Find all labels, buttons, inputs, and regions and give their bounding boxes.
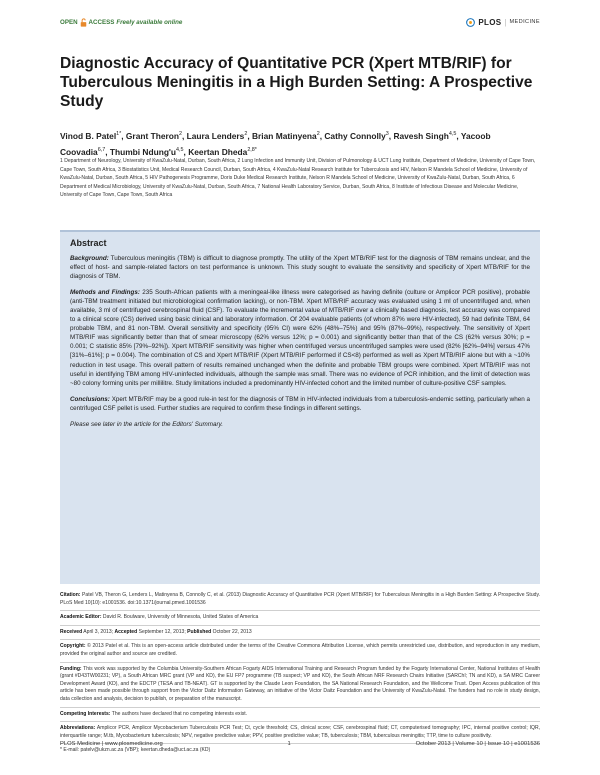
header-bar (60, 15, 540, 29)
plos-logo (466, 18, 540, 27)
footer-journal: PLOS Medicine | www.plosmedicine.org (60, 741, 163, 747)
abstract-heading: Abstract (70, 238, 107, 248)
abstract-methods: Methods and Findings: 235 South-African patients with a meningeal-like illness were categorised as having definite (culture or Amplicor PCR positive), probable (anti-TBM treatment initiated but microbiological confirmation lacking), or non-TBM. Xpert MTB/RIF accuracy was evaluated using 1 ml of uncentrifuged and, when available, 3 ml of centrifuged cerebrospinal fluid (CSF). To evaluate the incremental value of MTB/RIF over a clinically based diagnosis, test accuracy was compared to a clinical score (CS) derived using basic clinical and laboratory information. Of 204 evaluable patients (of whom 87% were HIV-infected), 59 had definite TBM, 64 probable TBM, and 81 non-TBM. Overall sensitivity and specificity (95% CI) were 62% (48%–75%) and 95% (87%–99%), respectively. The sensitivity of Xpert MTB/RIF was significantly better than that of smear microscopy (62% versus 12%; p = 0.001) and significantly better than that of the CS (62% versus 30%; p = 0.001; C statistic 85% [79%–92%]). Xpert MTB/RIF sensitivity was higher when centrifuged versus uncentrifuged samples were used (82% [62%–94%] versus 47% [31%–61%]; p = 0.004). The combination of CS and Xpert MTB/RIF (Xpert MTB/RIF performed if CS<8) performed as well as Xpert MTB/RIF alone but with a ~10% reduction in test usage. This overall pattern of results remained unchanged when the definite and probable TBM groups were combined. Xpert MTB/RIF was not useful in identifying TBM among HIV-uninfected individuals, although the sample was small. There was no evidence of PCR inhibition, and the limit of detection was ~80 colony forming units per millilitre. Study limitations included a predominantly HIV-infected cohort and the limited number of culture-positive CSF samples. (70, 289, 530, 387)
author: Thumbi $Ndung'u^{4,5}$ (109, 146, 184, 157)
author: Vinod B. Patel$^{1*}$ (60, 130, 122, 141)
author: Keertan Dheda$^{2,8*}$ (188, 146, 257, 157)
logo-separator: | (504, 17, 507, 27)
abbreviations: Abbreviations: Amplicor PCR, Amplicor Mycobacterium Tuberculosis PCR Test; Ct, cycle threshold; CS, clinical score; CSF, cerebrospinal fluid; CT, computerised tomography; IPC, internal positive control; IQR, interquartile range; M.tb, Mycobacterium tuberculosis; NPV, negative predictive value; PPV, positive predictive value; TB, tuberculosis; TBM, tuberculous meningitis; TTP, time to culture positivity. (60, 722, 540, 744)
affiliations: 1 Department of Neurology, University of KwaZulu-Natal, Durban, South Africa, 2 Lung Infection and Immunity Unit, Division of Pulmonology & UCT Lung Institute, Department of Medicine, University of Cape Town, Cape Town, South Africa, 3 Biostatistics Unit, Medical Research Council, Durban, South Africa, 4 KwaZulu-Natal Research Institute for Tuberculosis and HIV, Nelson R Mandela School of Medicine, University of KwaZulu-Natal, Durban, South Africa, 5 HIV Pathogenesis Programme, Doris Duke Medical Research Institute, Nelson R Mandela School of Medicine, University of KwaZulu-Natal, Durban, South Africa, 6 Department of Medical Microbiology, University of KwaZulu-Natal, Durban, South Africa, 7 National Health Laboratory Service, Durban, South Africa, 8 Institute of Infectious Disease and Molecular Medicine, University of Cape Town, Cape Town, South Africa (60, 158, 536, 199)
freely-available-label: Freely available online (116, 18, 183, 26)
academic-editor: Academic Editor: David R. Boulware, University of Minnesota, United States of America (60, 611, 540, 626)
email: * E-mail: patelv@ukzn.ac.za (VBP); keertan.dheda@uct.ac.za (KD) (60, 747, 211, 754)
open-label: OPEN (60, 18, 78, 26)
page-footer (60, 741, 540, 751)
article-metadata (60, 589, 540, 758)
author: Ravesh Singh$^{4,5}$ (393, 130, 457, 141)
open-lock-icon (80, 18, 87, 27)
abstract-body (70, 254, 530, 436)
citation: Citation: Patel VB, Theron G, Lenders L, Matinyena B, Connolly C, et al. (2013) Diagnostic Accuracy of Quantitative PCR (Xpert MTB/RIF) for Tuberculous Meningitis in a High Burden Setting: A Prospective Study. PLoS Med 10(10): e1001536. doi:10.1371/journal.pmed.1001536 (60, 589, 540, 611)
competing-interests: Competing Interests: The authors have declared that no competing interests exist. (60, 708, 540, 723)
footer-issue: October 2013 | Volume 10 | Issue 10 | e1001536 (415, 741, 540, 747)
access-label: ACCESS (88, 18, 115, 26)
dates: Received April 3, 2013; Accepted September 12, 2013; Published October 22, 2013 (60, 626, 540, 641)
abstract-box (60, 230, 540, 584)
author: Cathy Connolly$^3$ (324, 130, 389, 141)
plos-mark-icon (466, 18, 475, 27)
author: Brian Matinyena$^2$ (252, 130, 320, 141)
journal-name: MEDICINE (509, 19, 540, 25)
author: Grant Theron$^2$ (125, 130, 182, 141)
open-access-badge (60, 18, 182, 27)
author-list: Vinod B. Patel$^{1*}$, Grant Theron$^2$, Laura Lenders$^2$, Brian Matinyena$^2$, Cathy Connolly$^3$, Ravesh Singh$^{4,5}$, Yacoob Coovadia$^{6,7}$, Thumbi $Ndung'u^{4,5}$, Keertan Dheda$^{2,8*}$ (60, 130, 491, 157)
funding: Funding: This work was supported by the Columbia University-Southern African Fogarty AIDS International Training and Research Program funded by the Fogarty International Center, National Institutes of Health (grant #D43TW00231; VP), a South African MRC grant (VP and KD), the EU FP7 programme (TB suspect; VP and KD), the South African NRF Research Chairs Initiative (SARChI; TN and KD), a SA MRC Career Development Award (KD), and the EDCTP (TESA and TB-NEAT). GT is supported by the Claude Leon Foundation, the SA National Research Foundation, and the Wellcome Trust. Open Access publication of this article has been made possible through support from the Victor Daitz Information Gateway, an initiative of the Victor Daitz Foundation and the University of KwaZulu-Natal. The funders had no role in study design, data collection and analysis, decision to publish, or preparation of the manuscript. (60, 663, 540, 708)
copyright: Copyright: © 2013 Patel et al. This is an open-access article distributed under the terms of the Creative Commons Attribution License, which permits unrestricted use, distribution, and reproduction in any medium, provided the original author and source are credited. (60, 640, 540, 662)
author: Laura Lenders$^2$ (186, 130, 248, 141)
plos-brand: PLOS (478, 17, 502, 27)
page-number: 1 (287, 741, 291, 747)
editors-summary-note: Please see later in the article for the Editors' Summary. (70, 420, 223, 428)
abstract-conclusions: Conclusions: Xpert MTB/RIF may be a good rule-in test for the diagnosis of TBM in HIV-infected individuals from a tuberculosis-endemic setting, particularly when a centrifuged CSF pellet is used. Further studies are required to confirm these findings in different settings. (70, 395, 531, 412)
author: Yacoob Coovadia$^{6,7}$ (60, 130, 491, 157)
article-title: Diagnostic Accuracy of Quantitative PCR (Xpert MTB/RIF) for Tuberculous Meningitis in a High Burden Setting: A Prospective Study (60, 55, 533, 110)
abstract-background: Background: Tuberculous meningitis (TBM) is difficult to diagnose promptly. The utility of the Xpert MTB/RIF test for the diagnosis of TBM remains unclear, and the effect of host- and sample-related factors on test performance is unknown. This study sought to evaluate the sensitivity and specificity of Xpert MTB/RIF for the diagnosis of TBM. (70, 255, 531, 281)
